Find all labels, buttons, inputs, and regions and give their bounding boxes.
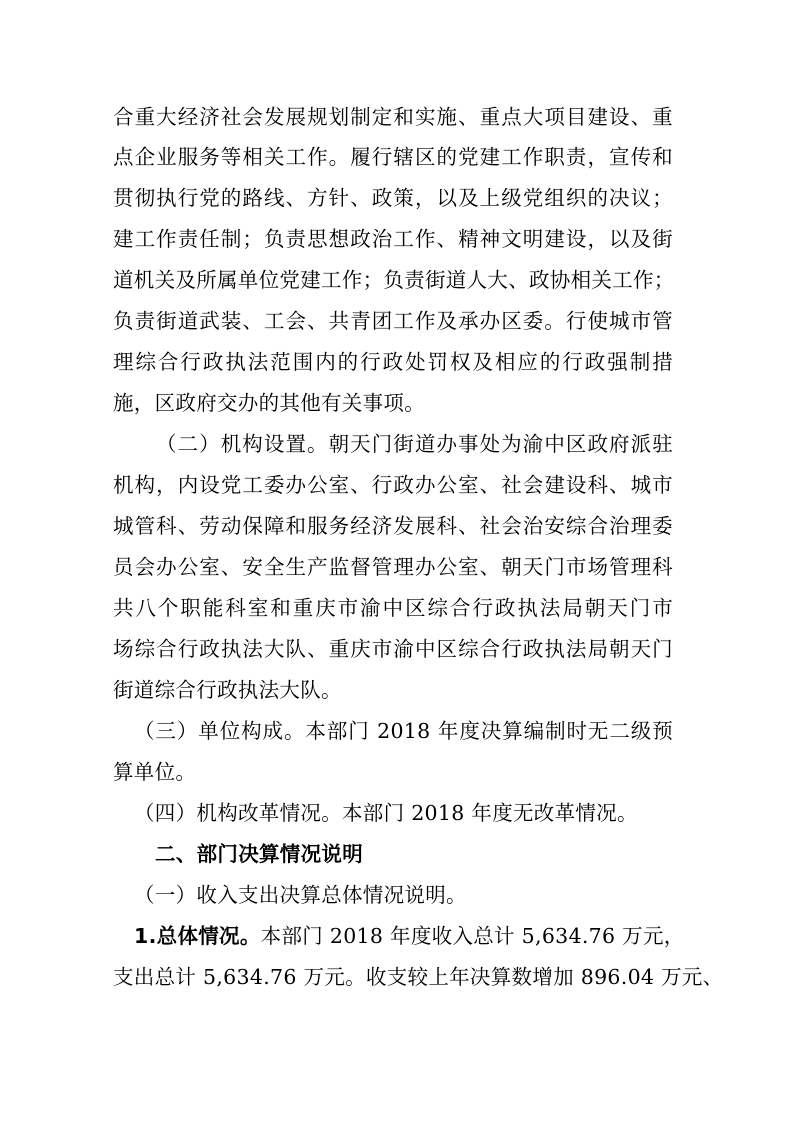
paragraph-line: 城管科、劳动保障和服务经济发展科、社会治安综合治理委 bbox=[113, 514, 673, 538]
paragraph-line: 支出总计 5,634.76 万元。收支较上年决算数增加 896.04 万元、 bbox=[113, 965, 724, 989]
section-unit-composition: （三）单位构成。本部门 2018 年度决算编制时无二级预 bbox=[134, 719, 673, 743]
section-heading: 二、部门决算情况说明 bbox=[155, 842, 363, 866]
paragraph-line: 场综合行政执法大队、重庆市渝中区综合行政执法局朝天门 bbox=[113, 637, 673, 661]
paragraph-line bbox=[134, 924, 685, 948]
paragraph-line: 算单位。 bbox=[113, 760, 197, 784]
paragraph-line: 机构，内设党工委办公室、行政办公室、社会建设科、城市 bbox=[113, 473, 673, 497]
section-reform: （四）机构改革情况。本部门 2018 年度无改革情况。 bbox=[134, 801, 638, 825]
paragraph-line: 建工作责任制；负责思想政治工作、精神文明建设，以及街 bbox=[113, 227, 673, 251]
paragraph-line: 道机关及所属单位党建工作；负责街道人大、政协相关工作； bbox=[113, 268, 675, 292]
paragraph-line: 员会办公室、安全生产监督管理办公室、朝天门市场管理科 bbox=[113, 555, 673, 579]
paragraph-line: 街道综合行政执法大队。 bbox=[113, 678, 342, 702]
paragraph-line: 共八个职能科室和重庆市渝中区综合行政执法局朝天门市 bbox=[113, 596, 673, 620]
subsection-heading: （一）收入支出决算总体情况说明。 bbox=[134, 883, 467, 907]
paragraph-line: 施，区政府交办的其他有关事项。 bbox=[113, 391, 425, 415]
paragraph-line: 负责街道武装、工会、共青团工作及承办区委。行使城市管 bbox=[113, 309, 673, 333]
paragraph-line: 点企业服务等相关工作。履行辖区的党建工作职责，宣传和 bbox=[113, 145, 673, 169]
paragraph-line: 贯彻执行党的路线、方针、政策，以及上级党组织的决议； bbox=[113, 186, 673, 210]
overall-lead: 1.总体情况。 bbox=[134, 924, 261, 948]
paragraph-line: 合重大经济社会发展规划制定和实施、重点大项目建设、重 bbox=[113, 105, 673, 129]
paragraph-line: 理综合行政执法范围内的行政处罚权及相应的行政强制措 bbox=[113, 350, 673, 374]
overall-text: 本部门 2018 年度收入总计 5,634.76 万元， bbox=[260, 924, 685, 948]
section-org-setup: （二）机构设置。朝天门街道办事处为渝中区政府派驻 bbox=[156, 432, 673, 456]
